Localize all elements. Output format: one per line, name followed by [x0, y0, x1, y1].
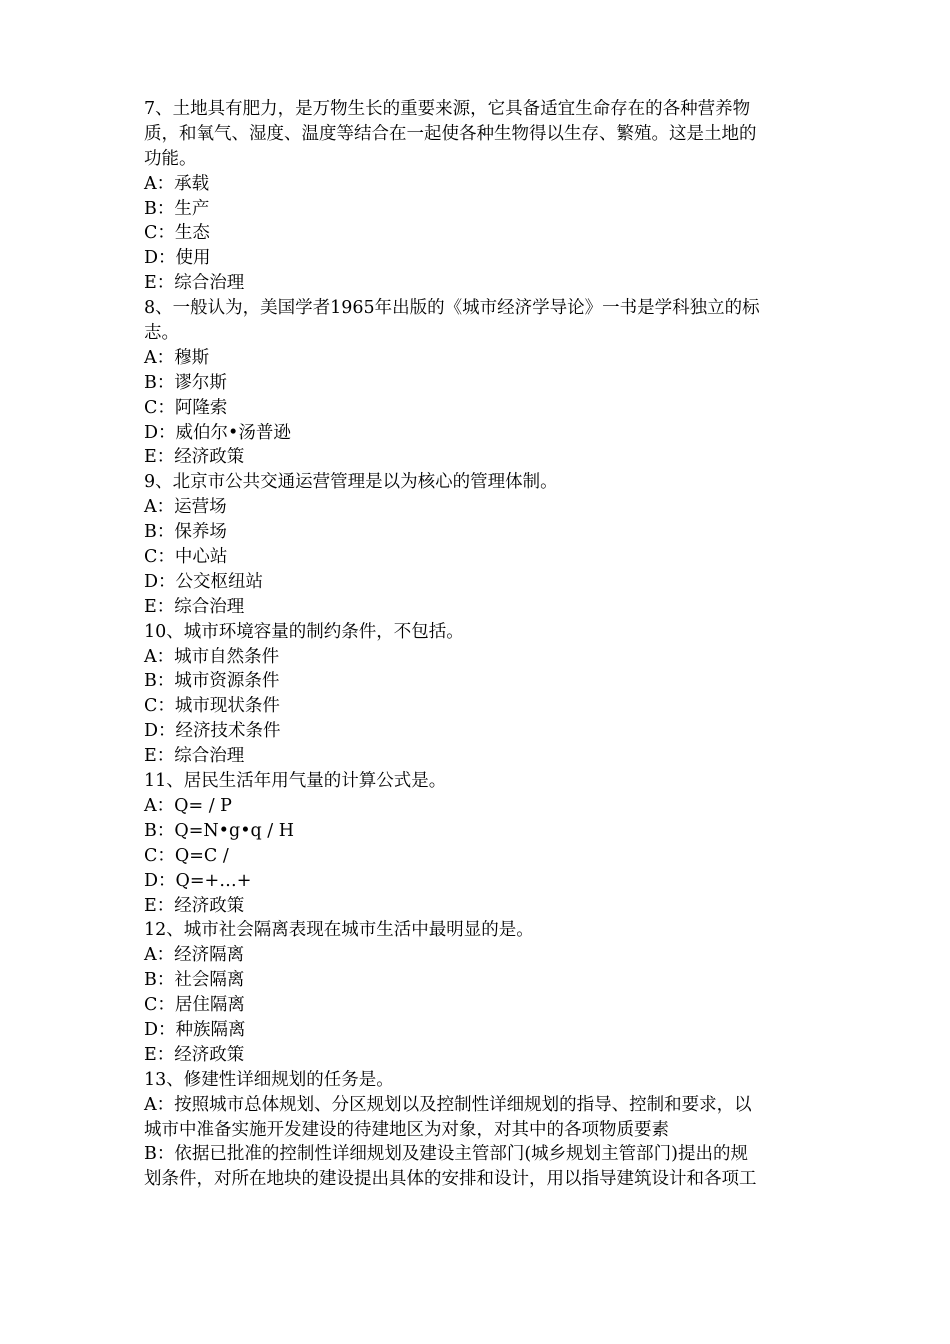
text-line: E：经济政策 — [144, 1044, 245, 1065]
text-line: C：阿隆索 — [144, 397, 228, 418]
text-line: 11、居民生活年用气量的计算公式是。 — [144, 771, 447, 792]
text-line: 9、北京市公共交通运营管理是以为核心的管理体制。 — [144, 472, 558, 493]
text-line: C：城市现状条件 — [144, 696, 280, 717]
text-line: A：承载 — [144, 173, 210, 194]
text-line: 志。 — [144, 323, 179, 344]
text-line: A：运营场 — [144, 497, 227, 518]
text-line: 8、一般认为，美国学者1965年出版的《城市经济学导论》一书是学科独立的标 — [144, 298, 760, 319]
text-line: A：城市自然条件 — [144, 646, 280, 667]
text-line: E：综合治理 — [144, 746, 245, 767]
text-line: 划条件，对所在地块的建设提出具体的安排和设计，用以指导建筑设计和各项工 — [144, 1169, 757, 1190]
text-line: E：综合治理 — [144, 273, 245, 294]
text-line: B：谬尔斯 — [144, 372, 227, 393]
text-line: 功能。 — [144, 148, 197, 169]
text-line: B：城市资源条件 — [144, 671, 280, 692]
text-line: A：Q= / P — [144, 795, 232, 816]
text-line: A：经济隔离 — [144, 945, 245, 966]
text-line: 10、城市环境容量的制约条件，不包括。 — [144, 621, 464, 642]
text-line: 13、修建性详细规划的任务是。 — [144, 1069, 394, 1090]
text-line: C：Q=C / — [144, 845, 229, 866]
text-line: E：经济政策 — [144, 447, 245, 468]
text-line: B：社会隔离 — [144, 970, 245, 991]
text-line: C：生态 — [144, 223, 210, 244]
text-line: 质，和氧气、湿度、温度等结合在一起使各种生物得以生存、繁殖。这是土地的 — [144, 123, 757, 144]
text-line: D：威伯尔•汤普逊 — [144, 422, 291, 443]
text-line: C：中心站 — [144, 547, 228, 568]
document-body — [144, 97, 816, 1192]
text-line: B：保养场 — [144, 522, 227, 543]
text-line: D：经济技术条件 — [144, 721, 281, 742]
text-line: C：居住隔离 — [144, 995, 245, 1016]
text-line: B：依据已批准的控制性详细规划及建设主管部门(城乡规划主管部门)提出的规 — [144, 1144, 749, 1165]
text-line: B：Q=N•g•q / H — [144, 820, 295, 841]
text-line: D：公交枢纽站 — [144, 571, 264, 592]
text-line: B：生产 — [144, 198, 210, 219]
text-line: 7、土地具有肥力，是万物生长的重要来源，它具备适宜生命存在的各种营养物 — [144, 99, 751, 119]
text-line: 城市中准备实施开发建设的待建地区为对象，对其中的各项物质要素 — [144, 1119, 669, 1140]
text-line: D：Q=+…+ — [144, 870, 252, 891]
text-line: D：种族隔离 — [144, 1019, 246, 1040]
text-line: A：按照城市总体规划、分区规划以及控制性详细规划的指导、控制和要求，以 — [144, 1094, 752, 1115]
text-line: E：经济政策 — [144, 895, 245, 916]
text-line: 12、城市社会隔离表现在城市生活中最明显的是。 — [144, 920, 534, 941]
text-line: A：穆斯 — [144, 347, 210, 368]
text-line: D：使用 — [144, 248, 211, 269]
text-line: E：综合治理 — [144, 596, 245, 617]
